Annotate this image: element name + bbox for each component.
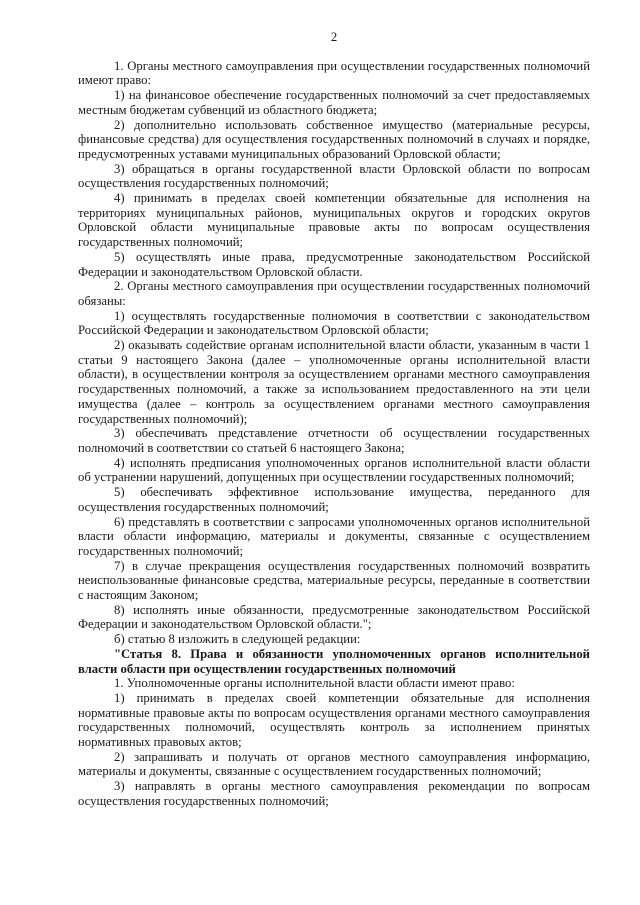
paragraph: 1. Уполномоченные органы исполнительной власти области имеют право: — [114, 676, 515, 691]
paragraph: 3) обращаться в органы государственной власти Орловской области по вопросам осуществления государственных полномочий; — [78, 161, 590, 191]
paragraph: 2) дополнительно использовать собственное имущество (материальные ресурсы, финансовые средства) для осуществления государственных полномочий в случаях и порядке, предусмотренных уставами муниципальных образований Орловской области; — [78, 117, 590, 161]
page-number: 2 — [330, 30, 338, 44]
paragraph: 5) обеспечивать эффективное использование имущества, переданного для осуществления государственных полномочий; — [78, 485, 590, 514]
paragraph: 1) на финансовое обеспечение государственных полномочий за счет предоставляемых местным бюджетам субвенций из областного бюджета; — [78, 88, 590, 117]
paragraph: 2) оказывать содействие органам исполнительной власти области, указанным в части 1 статьи 9 настоящего Закона (далее – уполномоченные органы исполнительной власти области), в осуществлении контроля за осуществлением органами местного самоуправления государственных полномочий, а также за использованием предоставленного на эти цели имущества (далее – контроль за осуществлением органами местного самоуправления государственных полномочий); — [78, 338, 590, 426]
paragraph: 3) обеспечивать представление отчетности об осуществлении государственных полномочий в соответствии со статьей 6 настоящего Закона; — [78, 426, 590, 455]
paragraph: 5) осуществлять иные права, предусмотренные законодательством Российской Федерации и законодательством Орловской области. — [78, 249, 590, 279]
paragraph: 8) исполнять иные обязанности, предусмотренные законодательством Российской Федерации и законодательством Орловской области."; — [78, 602, 590, 632]
paragraph: 1. Органы местного самоуправления при осуществлении государственных полномочий имеют право: — [78, 58, 590, 88]
paragraph: 6) представлять в соответствии с запросами уполномоченных органов исполнительной власти области информацию, материалы и документы, связанные с осуществлением государственных полномочий; — [78, 514, 590, 558]
paragraph: 2. Органы местного самоуправления при осуществлении государственных полномочий обязаны: — [78, 279, 590, 308]
paragraph: 3) направлять в органы местного самоуправления рекомендации по вопросам осуществления государственных полномочий; — [78, 779, 590, 808]
paragraph: 1) принимать в пределах своей компетенции обязательные для исполнения нормативные правовые акты по вопросам осуществления органами местного самоуправления государственных полномочий, осуществлять контроль за исполнением принятых нормативных правовых актов; — [78, 690, 590, 750]
paragraph: 4) исполнять предписания уполномоченных органов исполнительной власти области об устранении нарушений, допущенных при осуществлении государственных полномочий; — [78, 455, 590, 485]
paragraph: 1) осуществлять государственные полномочия в соответствии с законодательством Российской Федерации и законодательством Орловской области; — [78, 308, 590, 338]
paragraph: 7) в случае прекращения осуществления государственных полномочий возвратить неиспользованные финансовые средства, материальные ресурсы, переданные в соответствии с настоящим Законом; — [78, 558, 590, 603]
paragraph: б) статью 8 изложить в следующей редакции: — [114, 632, 361, 647]
article-heading: "Статья 8. Права и обязанности уполномоченных органов исполнительной власти области при осуществлении государственных полномочий — [78, 646, 590, 676]
paragraph: 4) принимать в пределах своей компетенции обязательные для исполнения на территориях муниципальных районов, муниципальных округов и городских округов Орловской области муниципальные правовые акты по вопросам осуществления государственных полномочий; — [78, 191, 590, 250]
paragraph: 2) запрашивать и получать от органов местного самоуправления информацию, материалы и документы, связанные с осуществлением государственных полномочий; — [78, 749, 590, 779]
document-page — [78, 30, 590, 809]
